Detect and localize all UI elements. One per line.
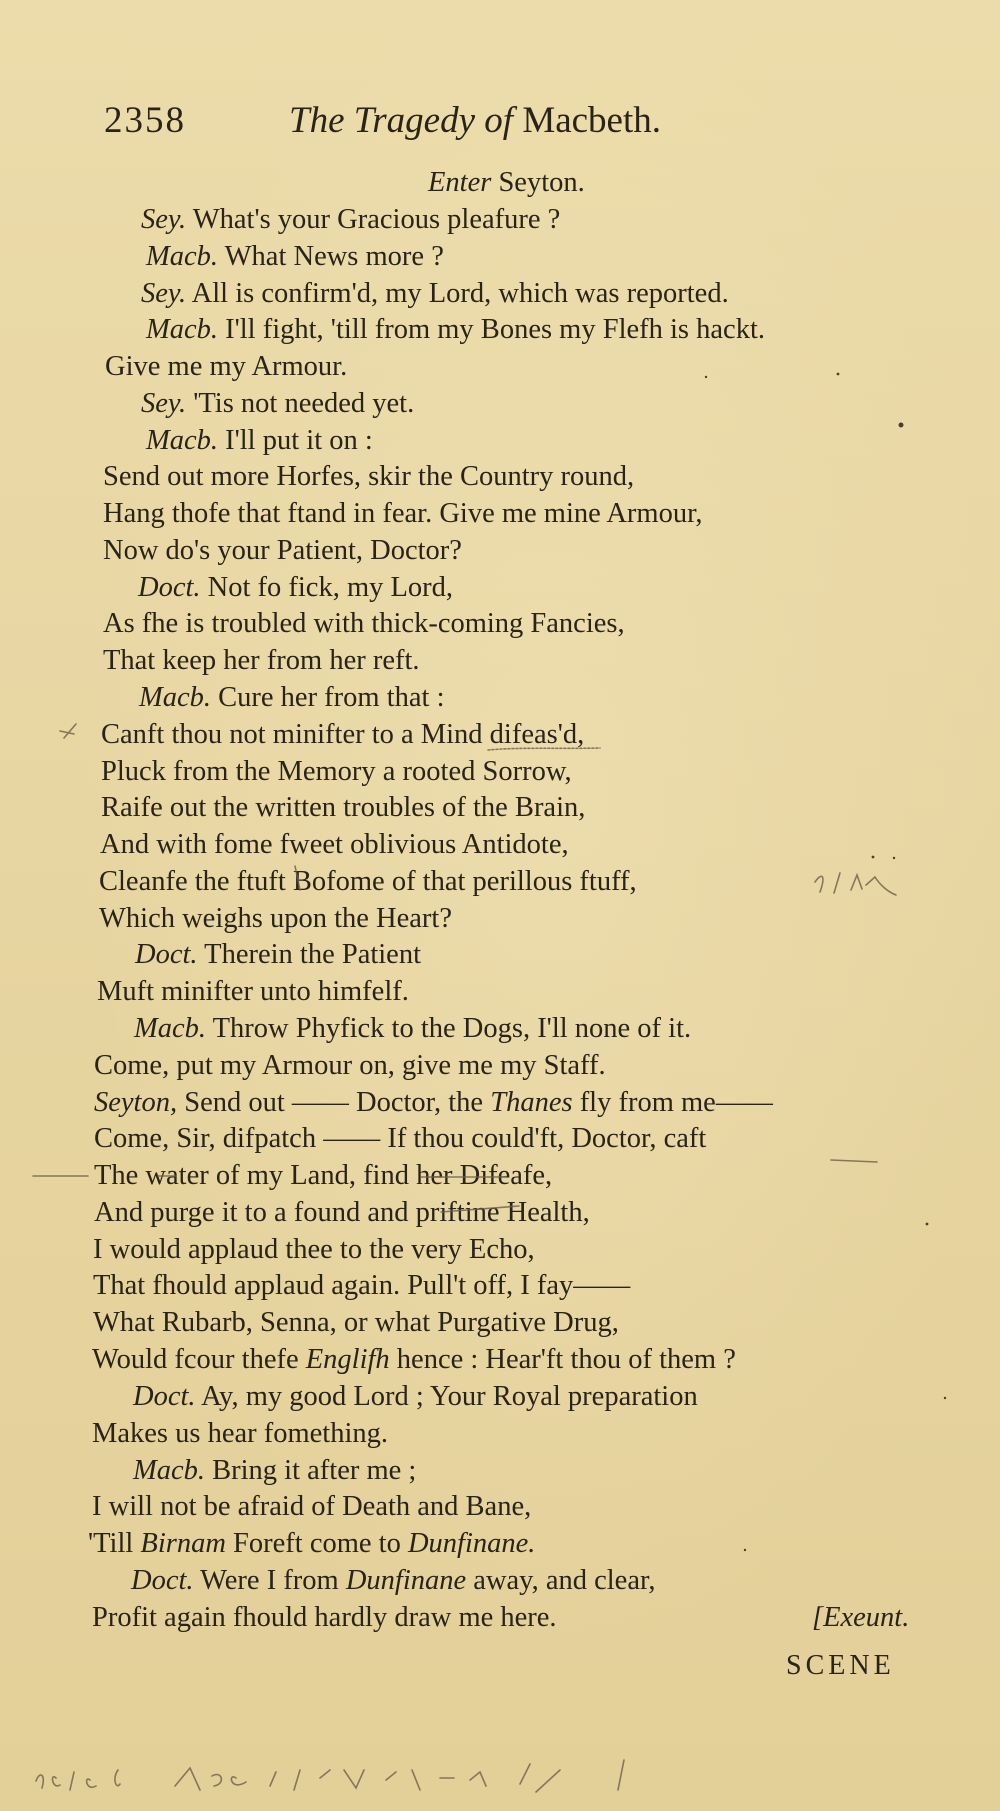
text-line: Hang thofe that ftand in fear. Give me mine Armour, [103,498,703,529]
text-line: And with fome fweet oblivious Antidote, [100,829,569,860]
text-line: That fhould applaud again. Pull't off, I fay—— [93,1270,631,1301]
text-line: What Rubarb, Senna, or what Purgative Drug, [93,1307,619,1338]
text-line: Profit again fhould hardly draw me here. [92,1602,557,1633]
ink-dot [899,423,904,428]
speaker: Sey. [141,204,187,235]
line-text: Foreft come to [233,1528,401,1559]
line-text-italic: Dunfinane [345,1565,467,1596]
overline-and [441,1206,519,1212]
text-line: Canft thou not minifter to a Mind difeas'd, [101,719,585,750]
text-line: I would applaud thee to the very Echo, [93,1234,535,1265]
line-text: Throw Phyfick to the Dogs, I'll none of it. [212,1013,692,1044]
text-line: Send out more Horfes, skir the Country round, [103,461,635,492]
text-line: Now do's your Patient, Doctor? [103,535,462,566]
speaker: Macb. [139,682,212,713]
text-line: And purge it to a found and priftine Health, [94,1197,590,1228]
line-text: I'll fight, 'till from my Bones my Flefh is hackt. [225,314,765,345]
margin-note-scribble [815,876,823,892]
stage-direction-name: Seyton. [498,167,585,198]
speaker: Macb. [146,425,219,456]
underline-mind [488,748,600,750]
line-text: hence : Hear'ft thou of them ? [396,1344,736,1375]
line-text-italic: Birnam [140,1528,226,1559]
speaker: Macb. [133,1455,206,1486]
margin-check-mark [64,724,76,738]
text-line: The water of my Land, find her Difeafe, [94,1160,553,1191]
text-line: I will not be afraid of Death and Bane, [92,1491,532,1522]
line-text: Were I from [200,1565,339,1596]
catchword: SCENE [786,1650,895,1681]
speaker: Doct. [133,1381,196,1412]
line-text: away, and clear, [473,1565,656,1596]
line-text: 'Till [88,1528,134,1559]
line-text: I'll put it on : [225,425,373,456]
line-text: What News more ? [224,241,444,272]
line-text-italic: Englifh [305,1344,390,1375]
line-text: Would fcour thefe [92,1344,299,1375]
line-text: Not fo fick, my Lord, [207,572,454,603]
speaker: Sey. [141,388,187,419]
bottom-scribble [36,1770,120,1790]
stage-direction-exeunt: [Exeunt. [812,1602,910,1633]
line-text: Ay, my good Lord ; Your Royal preparation [201,1381,698,1412]
page-number: 2358 [104,100,186,141]
text-line: Come, Sir, difpatch —— If thou could'ft, Doctor, caft [94,1123,707,1154]
text-line: That keep her from her reft. [103,645,420,676]
speaker: Macb. [146,241,219,272]
speaker: Doct. [131,1565,194,1596]
line-text: fly from me—— [579,1087,773,1118]
stage-direction-enter: Enter [428,167,492,198]
line-text-italic: Thanes [490,1087,573,1118]
line-text: Bring it after me ; [212,1455,417,1486]
line-text: Therein the Patient [204,939,421,970]
text-line: Makes us hear fomething. [92,1418,389,1449]
line-text: What's your Gracious pleafure ? [192,204,561,235]
text-line: Which weighs upon the Heart? [99,903,452,934]
line-text: 'Tis not needed yet. [193,388,415,419]
text-line: Muft minifter unto himfelf. [97,976,409,1007]
speaker: Doct. [135,939,198,970]
speaker: Macb. [134,1013,207,1044]
speaker: Macb. [146,314,219,345]
speaker: Sey. [141,278,187,309]
text-line: Give me my Armour. [105,351,348,382]
text-line: Come, put my Armour on, give me my Staff. [94,1050,606,1081]
margin-tilde [831,1160,877,1162]
line-text: Cure her from that : [218,682,445,713]
running-title-italic: The Tragedy of [289,100,514,141]
ink-mark [295,866,300,890]
text-line: Cleanfe the ftuft Bofome of that perillous ftuff, [99,866,637,897]
line-text: All is confirm'd, my Lord, which was reported. [191,278,729,309]
text-line: Raife out the written troubles of the Brain, [101,792,586,823]
line-text-italic: Dunfinane. [407,1528,536,1559]
speaker: Doct. [138,572,201,603]
text-line: As fhe is troubled with thick-coming Fancies, [103,608,625,639]
running-title-roman: Macbeth. [522,100,662,141]
line-text: Send out —— Doctor, the [184,1087,484,1118]
speaker: Seyton, [94,1087,178,1118]
text-line: Pluck from the Memory a rooted Sorrow, [101,756,572,787]
